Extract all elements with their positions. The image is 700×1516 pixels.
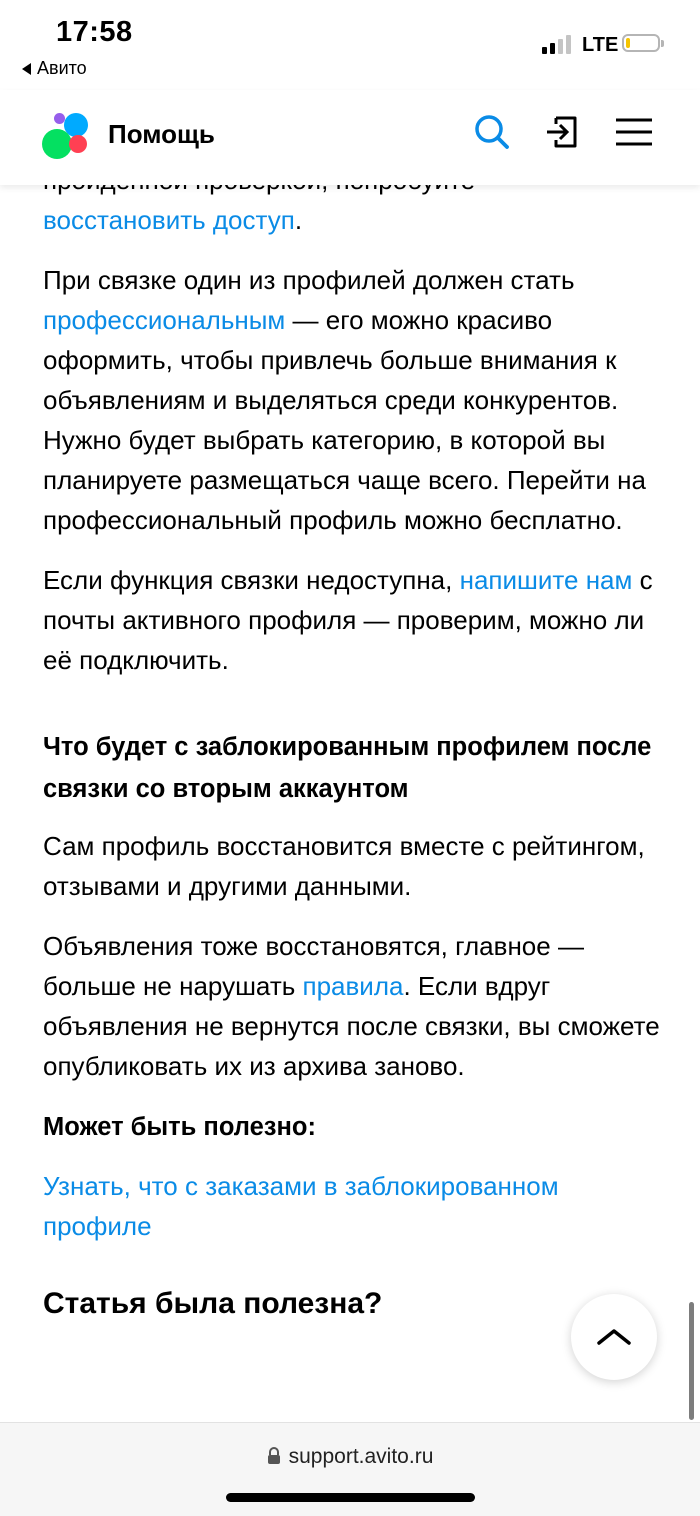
section-heading: Что будет с заблокированным профилем после связки со вторым аккаунтом: [43, 733, 652, 803]
signal-icon: [542, 34, 571, 54]
home-indicator[interactable]: [226, 1493, 475, 1502]
avito-logo[interactable]: [42, 113, 88, 159]
back-arrow-icon: [22, 63, 31, 75]
useful-list: [43, 1166, 633, 1246]
paragraph-restore: восстановить доступ.: [43, 205, 303, 235]
scroll-to-top-button[interactable]: [571, 1294, 657, 1380]
scrollbar[interactable]: [689, 1302, 694, 1420]
article-content: [43, 160, 663, 1324]
rules-link[interactable]: правила: [302, 971, 404, 1001]
paragraph-ads: Объявления тоже восстановятся, главное — больше не нарушать правила. Если вдруг объявления не вернутся после связки, вы сможете опубликовать их из архива заново.: [43, 931, 660, 1081]
restore-access-link[interactable]: восстановить доступ: [43, 205, 295, 235]
address-bar[interactable]: [0, 1445, 700, 1469]
browser-bottom-bar: [0, 1422, 700, 1516]
write-us-link[interactable]: напишите нам: [459, 565, 633, 595]
status-time: 17:58: [56, 16, 133, 48]
back-app-label: Авито: [37, 58, 87, 78]
professional-profile-link[interactable]: профессиональным: [43, 305, 286, 335]
login-icon[interactable]: [542, 112, 582, 152]
url-text: support.avito.ru: [288, 1445, 434, 1468]
lock-icon: [267, 1447, 281, 1465]
paragraph-contact: Если функция связки недоступна, напишите нам с почты активного профиля — проверим, можно ли её подключить.: [43, 565, 653, 675]
chevron-up-icon: [596, 1327, 632, 1347]
feedback-heading: Статья была полезна?: [43, 1287, 383, 1320]
search-icon[interactable]: [472, 112, 512, 152]
paragraph-pro-profile: При связке один из профилей должен стать профессиональным — его можно красиво оформить, чтобы привлечь больше внимания к объявлениям и выделяться среди конкурентов. Нужно будет выбрать категорию, в которой вы планируете размещаться чаще всего. Перейти на профессиональный профиль можно бесплатно.: [43, 265, 646, 535]
useful-heading: Может быть полезно:: [43, 1113, 316, 1141]
site-header: [0, 90, 700, 185]
network-type: LTE: [582, 34, 619, 56]
menu-icon[interactable]: [614, 112, 654, 152]
status-bar: [0, 0, 700, 90]
battery-icon: [622, 34, 660, 52]
paragraph-restore-data: Сам профиль восстановится вместе с рейтингом, отзывами и другими данными.: [43, 831, 645, 901]
orders-blocked-profile-link[interactable]: Узнать, что с заказами в заблокированном профиле: [43, 1171, 559, 1241]
back-to-app-link[interactable]: [22, 58, 87, 79]
page-title: Помощь: [108, 119, 215, 149]
